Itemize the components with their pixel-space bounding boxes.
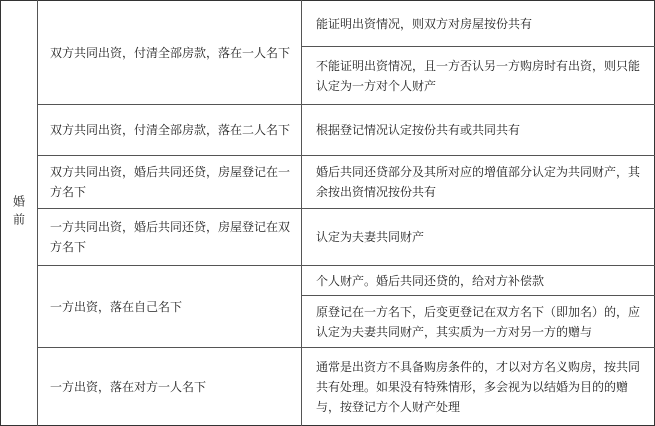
row-label: 双方共同出资，婚后共同还贷，房屋登记在一方名下	[50, 165, 291, 199]
row-label: 一方共同出资，婚后共同还贷，房屋登记在双方名下	[50, 220, 291, 254]
row-label-cell	[38, 348, 301, 425]
row-value: 根据登记情况认定按份共有或共同共有	[316, 123, 521, 137]
row-value-cell	[302, 266, 654, 295]
row-value-cell	[302, 1, 654, 46]
row-value: 原登记在一方名下，后变更登记在双方名下（即加名）的，应认定为夫妻共同财产，其实质为一方对另一方的赠与	[316, 304, 641, 339]
row-value-cell	[302, 209, 654, 265]
row-label: 双方共同出资，付清全部房款，落在一人名下	[50, 45, 291, 60]
row-label-cell	[38, 1, 301, 104]
row-label-cell	[38, 105, 301, 155]
row-label-cell	[38, 266, 301, 347]
row-value-cell	[302, 47, 654, 104]
row-label: 双方共同出资，付清全部房款，落在二人名下	[50, 123, 291, 137]
row-value: 婚后共同还贷部分及其所对应的增值部分认定为共同财产，其余按出资情况按份共有	[316, 165, 641, 199]
row-value-cell	[302, 156, 654, 208]
row-value: 通常是出资方不具备购房条件的，才以对方名义购房，按共同共有处理。如果没有特殊情形，多会视为以结婚为目的的赠与，按登记方个人财产处理	[316, 359, 641, 414]
row-value-cell	[302, 105, 654, 155]
row-label-cell	[38, 209, 301, 265]
row-value: 不能证明出资情况，且一方否认另一方购房时有出资，则只能认定为一方对个人财产	[316, 58, 641, 93]
side-label-cell	[0, 0, 37, 426]
row-value: 能证明出资情况，则双方对房屋按份共有	[316, 16, 533, 31]
row-value: 认定为夫妻共同财产	[316, 230, 425, 244]
row-value-cell	[302, 296, 654, 347]
row-label: 一方出资，落在对方一人名下	[50, 379, 207, 394]
row-value: 个人财产。婚后共同还贷的，给对方补偿款	[316, 273, 545, 288]
row-value-cell	[302, 348, 654, 425]
row-label: 一方出资，落在自己名下	[50, 299, 183, 314]
side-label-text: 婚前	[11, 195, 26, 231]
row-label-cell	[38, 156, 301, 208]
